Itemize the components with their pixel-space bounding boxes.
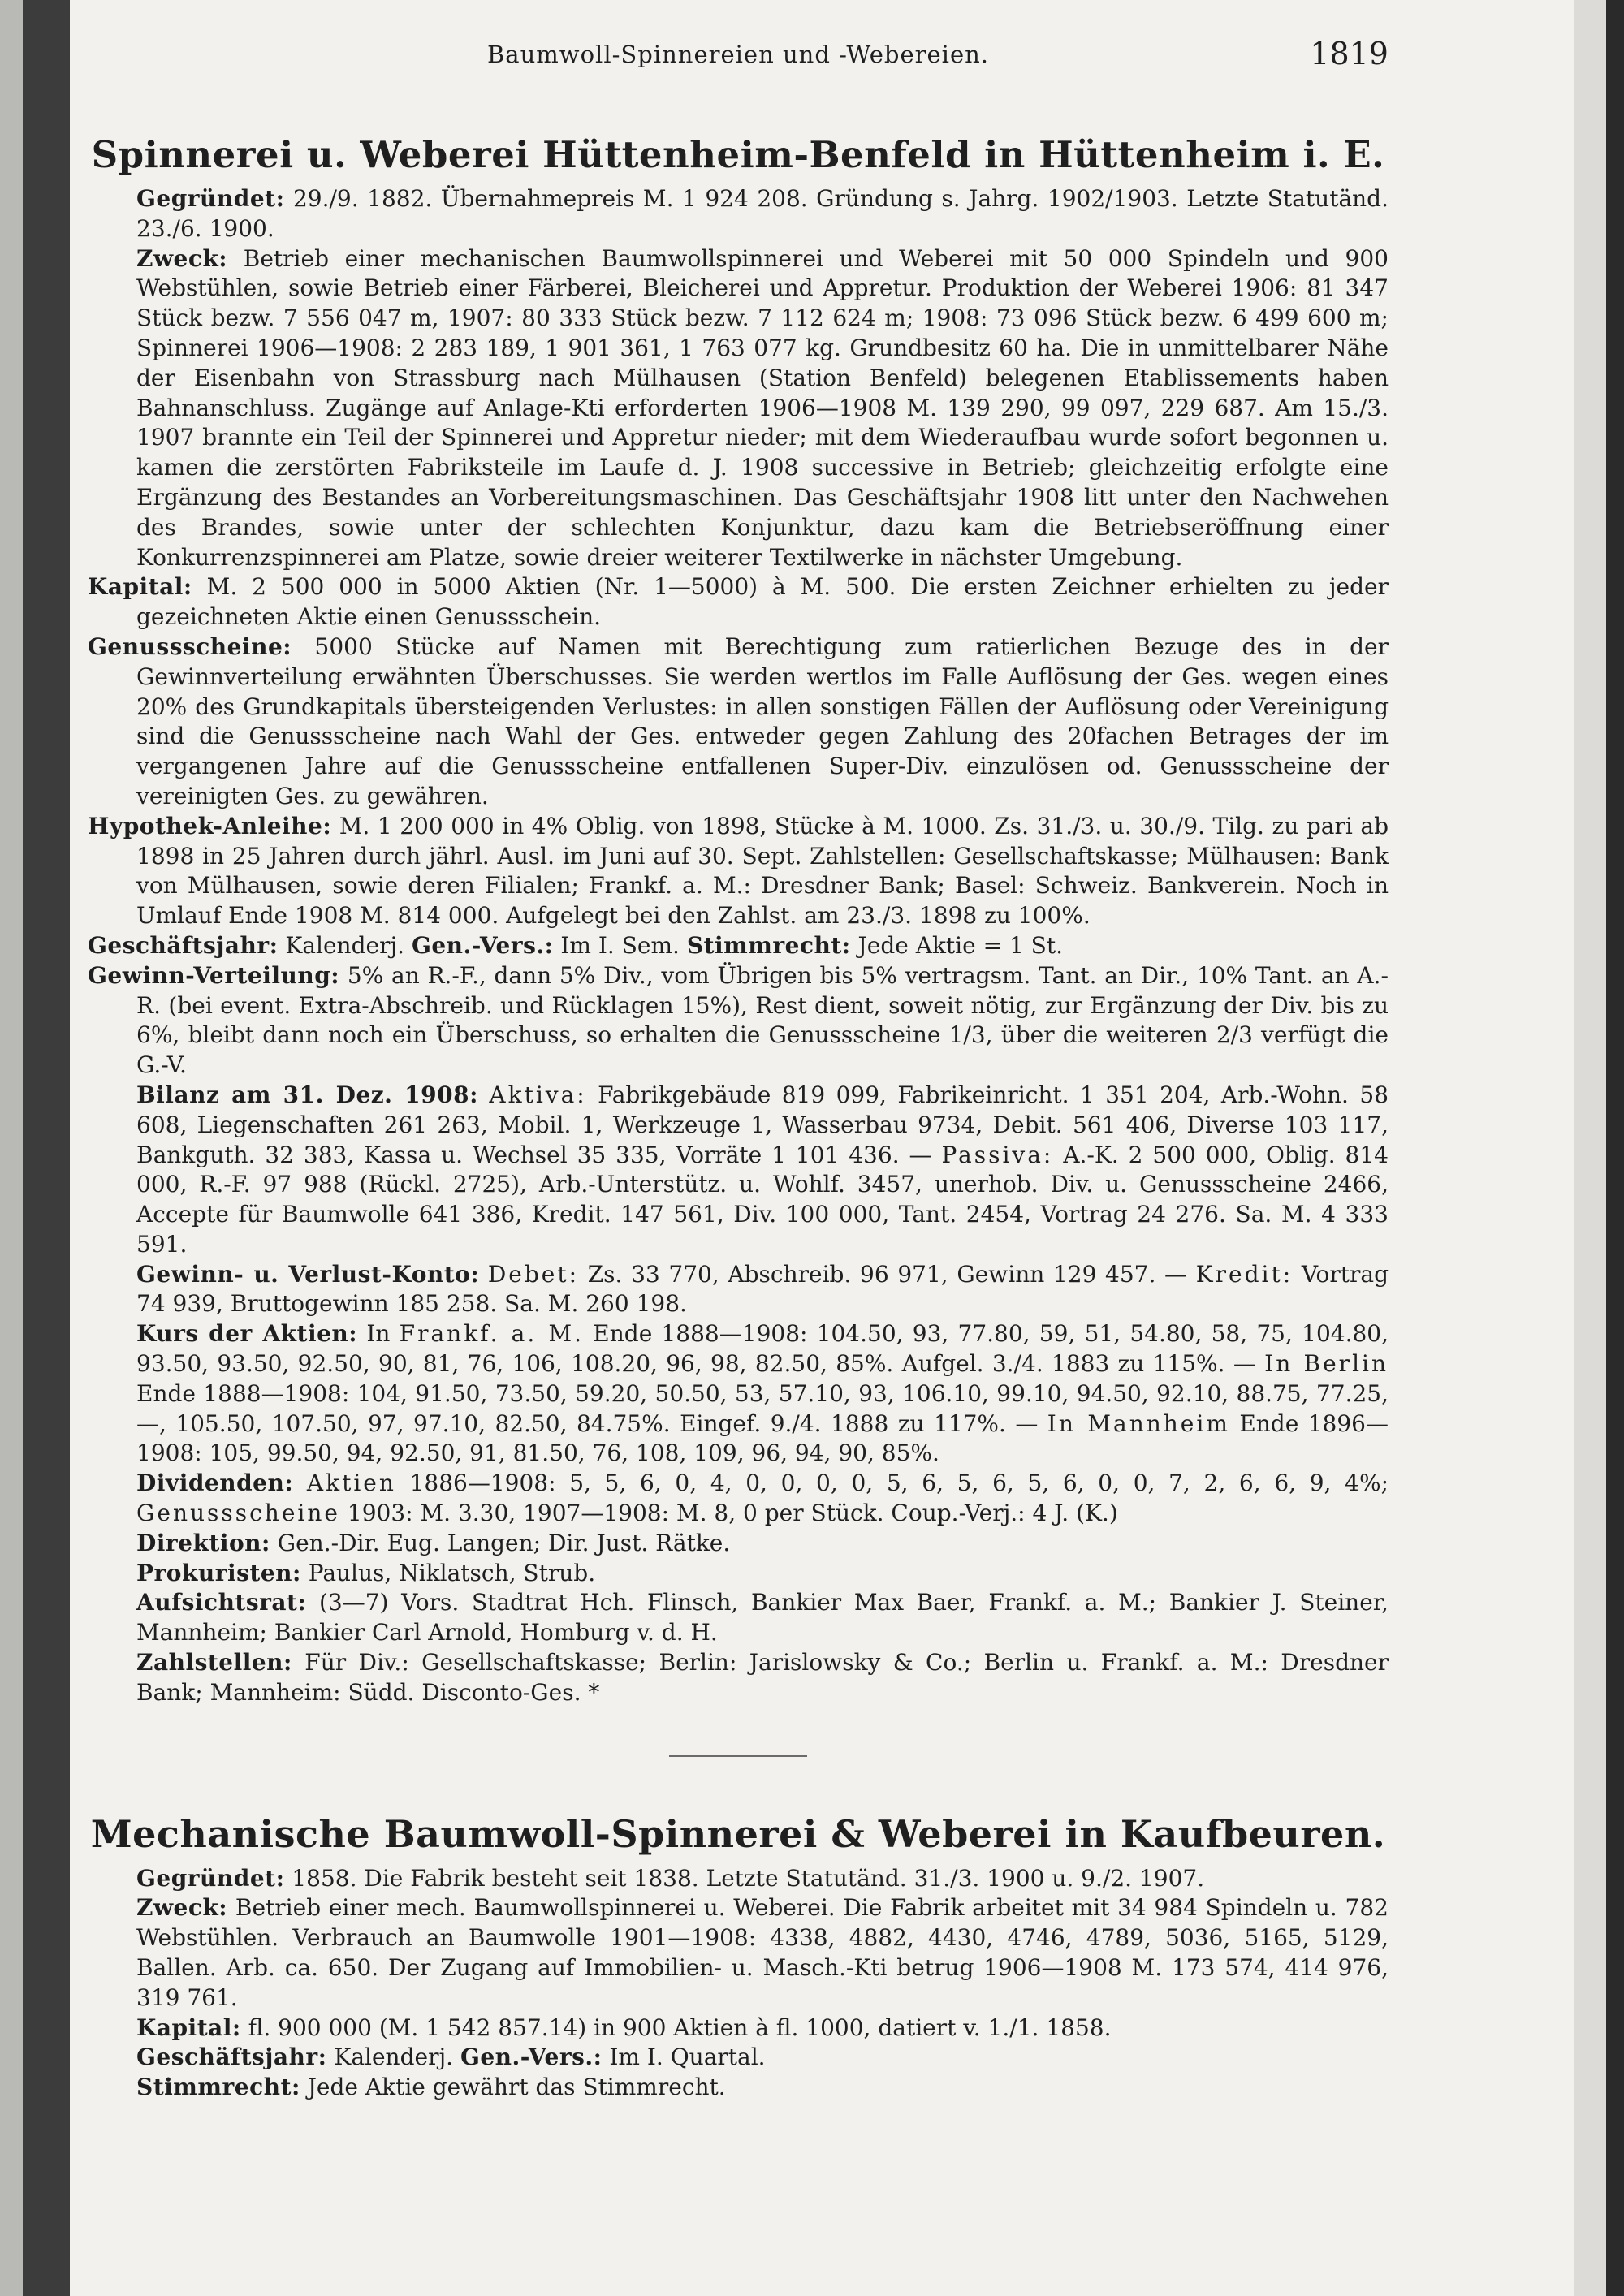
geschaeftsjahr-text: Kalenderj. [334,2044,454,2071]
zweck-label: Zweck: [136,244,228,272]
kurs-paragraph [88,1319,1389,1469]
gewinn-verlust-label: Gewinn- u. Verlust-Konto: [136,1260,480,1288]
page-right-edge [1606,0,1624,2296]
kurs-text-mannheim: Ende 1896—1908: 105, 99.50, 94, 92.50, 91, 81.50, 76, 108, 109, 96, 94, 90, 85%. [136,1409,1389,1467]
kapital-text: M. 2 500 000 in 5000 Aktien (Nr. 1—5000) à M. 500. Die ersten Zeichner erhielten zu jeder gezeichneten Aktie einen Genussschein. [136,573,1389,631]
gegruendet-paragraph [88,1864,1389,1894]
genussscheine-label: Genussscheine: [88,632,292,660]
kurs-label: Kurs der Aktien: [136,1320,358,1348]
geschaeftsjahr-paragraph [88,2043,1389,2073]
aufsichtsrat-label: Aufsichtsrat: [136,1589,307,1616]
page-binding-shadow [23,0,70,2296]
prokuristen-label: Prokuristen: [136,1559,301,1586]
firm-entry-huettenheim [88,184,1389,1708]
direktion-label: Direktion: [136,1529,270,1556]
stimmrecht-text: Jede Aktie gewährt das Stimmrecht. [307,2074,726,2101]
kapital-paragraph [88,2013,1389,2044]
stimmrecht-paragraph [88,2073,1389,2103]
gewinn-verlust-paragraph [88,1260,1389,1320]
gen-vers-label: Gen.-Vers.: [460,2044,603,2071]
dividenden-genuss-word: Genussscheine [136,1500,340,1527]
dividenden-label: Dividenden: [136,1470,294,1497]
zahlstellen-text: Für Div.: Gesellschaftskasse; Berlin: Jarislowsky & Co.; Berlin u. Frankf. a. M.: Dresdner Bank; Mannheim: Südd. Disconto-Ges. * [136,1649,1389,1706]
direktion-text: Gen.-Dir. Eug. Langen; Dir. Just. Rätke. [277,1529,731,1556]
dividenden-paragraph [88,1469,1389,1529]
firm-title-kaufbeuren: Mechanische Baumwoll-Spinnerei & Weberei in Kaufbeuren. [90,1811,1386,1856]
zahlstellen-paragraph [88,1648,1389,1708]
gegruendet-label: Gegründet: [136,185,285,212]
page-binding-edge [0,0,23,2296]
kapital-paragraph [88,572,1389,632]
genussscheine-text: 5000 Stücke auf Namen mit Berechtigung zum ratierlichen Bezuge des in der Gewinnverteilung erwähnten Überschusses. Sie werden wertlos im Falle Auflösung der Ges. wegen eines 20% des Grundkapitals übersteigenden Verlustes: in allen sonstigen Fällen der Auflösung oder Vereinigung sind die Genussscheine nach Wahl der Ges. entweder gegen Zahlung des 20fachen Betrages der im vergangenen Jahre auf die Genussscheine entfallenen Super-Div. einzulösen od. Genussscheine der vereinigten Ges. zu gewähren. [136,632,1389,809]
passiva-word: Passiva: [941,1141,1054,1168]
kredit-word: Kredit: [1195,1260,1294,1288]
gewinn-verteilung-paragraph [88,961,1389,1081]
zweck-label: Zweck: [136,1894,228,1922]
kurs-pre: In [366,1320,391,1348]
zweck-text: Betrieb einer mech. Baumwollspinnerei u. Weberei. Die Fabrik arbeitet mit 34 984 Spindeln u. 782 Webstühlen. Verbrauch an Baumwolle 1901—1908: 4338, 4882, 4430, 4746, 4789, 5036, 5165, 5129, Ballen. Arb. ca. 650. Der Zugang auf Immobilien- u. Masch.-Kti betrug 1906—1908 M. 173 574, 414 976, 319 761. [136,1894,1389,2011]
kurs-mannheim: In Mannheim [1047,1409,1230,1437]
page-number: 1819 [1310,36,1389,71]
kurs-berlin: In Berlin [1264,1350,1389,1378]
geschaeftsjahr-paragraph [88,931,1389,961]
stimmrecht-text: Jede Aktie = 1 St. [857,931,1063,959]
aufsichtsrat-paragraph [88,1588,1389,1648]
gen-vers-text: Im I. Sem. [560,931,680,959]
genussscheine-paragraph [88,632,1389,812]
bilanz-text-passiva: A.-K. 2 500 000, Oblig. 814 000, R.-F. 97 988 (Rückl. 2725), Arb.-Unterstütz. u. Wohlf. 3457, unerhob. Div. u. Genussscheine 2466, Accepte für Baumwolle 641 386, Kredit. 147 561, Div. 100 000, Tant. 2454, Vortrag 24 276. Sa. M. 4 333 591. [136,1141,1389,1258]
page-right-shade [1574,0,1606,2296]
hypothek-paragraph [88,812,1389,931]
gewinn-verteilung-label: Gewinn-Verteilung: [88,961,340,989]
gen-vers-label: Gen.-Vers.: [411,931,554,959]
guv-text-kredit: Vortrag 74 939, Bruttogewinn 185 258. Sa. M. 260 198. [136,1260,1389,1318]
document-page [88,29,1389,2103]
stimmrecht-label: Stimmrecht: [136,2074,300,2101]
gegruendet-label: Gegründet: [136,1864,285,1892]
bilanz-label: Bilanz am 31. Dez. 1908: [136,1081,478,1108]
zweck-text: Betrieb einer mechanischen Baumwollspinnerei und Weberei mit 50 000 Spindeln und 900 Webstühlen, sowie Betrieb einer Färberei, Bleicherei und Appretur. Produktion der Weberei 1906: 81 347 Stück bezw. 7 556 047 m, 1907: 80 333 Stück bezw. 7 112 624 m; 1908: 73 096 Stück bezw. 6 499 600 m; Spinnerei 1906—1908: 2 283 189, 1 901 361, 1 763 077 kg. Grundbesitz 60 ha. Die in unmittelbarer Nähe der Eisenbahn von Strassburg nach Mülhausen (Station Benfeld) belegenen Etablissements haben Bahnanschluss. Zugänge auf Anlage-Kti erforderten 1906—1908 M. 139 290, 99 097, 229 687. Am 15./3. 1907 brannte ein Teil der Spinnerei und Appretur nieder; mit dem Wiederaufbau wurde sofort begonnen u. kamen die zerstörten Fabriksteile im Laufe d. J. 1908 successive in Betrieb; gleichzeitig erfolgte eine Ergänzung des Bestandes an Vorbereitungsmaschinen. Das Geschäftsjahr 1908 litt unter den Nachwehen des Brandes, sowie unter der schlechten Konjunktur, dazu kam die Betriebseröffnung einer Konkurrenzspinnerei am Platze, sowie dreier weiterer Textilwerke in nächster Umgebung. [136,244,1389,571]
aktiva-word: Aktiva: [489,1081,587,1108]
bilanz-text-aktiva: Fabrikgebäude 819 099, Fabrikeinricht. 1 351 204, Arb.-Wohn. 58 608, Liegenschaften 261 263, Mobil. 1, Werkzeuge 1, Wasserbau 9734, Debit. 561 406, Diverse 103 117, Bankguth. 32 383, Kassa u. Wechsel 35 335, Vorräte 1 101 436. — [136,1081,1389,1168]
prokuristen-text: Paulus, Niklatsch, Strub. [308,1559,596,1586]
running-title: Baumwoll-Spinnereien und -Webereien. [486,41,990,68]
firm-title-huettenheim: Spinnerei u. Weberei Hüttenheim-Benfeld in Hüttenheim i. E. [91,133,1385,176]
zweck-paragraph [88,1893,1389,2013]
kurs-text-frankfurt: Ende 1888—1908: 104.50, 93, 77.80, 59, 51, 54.80, 58, 75, 104.80, 93.50, 93.50, 92.50, 90, 81, 76, 106, 108.20, 96, 98, 82.50, 85%. Aufgel. 3./4. 1883 zu 115%. — [136,1320,1389,1378]
kurs-frankfurt: Frankf. a. M. [399,1320,585,1348]
geschaeftsjahr-text: Kalenderj. [285,931,405,959]
gen-vers-text: Im I. Quartal. [609,2044,766,2071]
dividenden-aktien-text: 1886—1908: 5, 5, 6, 0, 4, 0, 0, 0, 0, 5, 6, 5, 6, 5, 6, 0, 0, 7, 2, 6, 6, 9, 4%; [409,1470,1389,1497]
gewinn-verteilung-text: 5% an R.-F., dann 5% Div., vom Übrigen bis 5% vertragsm. Tant. an Dir., 10% Tant. an A.-R. (bei event. Extra-Abschreib. und Rücklagen 15%), Rest dient, soweit nötig, zur Ergänzung der Div. bis zu 6%, bleibt dann noch ein Überschuss, so erhalten die Genussscheine 1/3, über die weiteren 2/3 verfügt die G.-V. [136,961,1389,1079]
zahlstellen-label: Zahlstellen: [136,1649,292,1677]
gegruendet-text: 1858. Die Fabrik besteht seit 1838. Letzte Statutänd. 31./3. 1900 u. 9./2. 1907. [292,1864,1205,1892]
prokuristen-paragraph [88,1559,1389,1589]
firm-entry-kaufbeuren [88,1864,1389,2103]
hypothek-text: M. 1 200 000 in 4% Oblig. von 1898, Stücke à M. 1000. Zs. 31./3. u. 30./9. Tilg. zu pari ab 1898 in 25 Jahren durch jährl. Ausl. im Juni auf 30. Sept. Zahlstellen: Gesellschaftskasse; Mülhausen: Bank von Mülhausen, sowie deren Filialen; Frankf. a. M.: Dresdner Bank; Basel: Schweiz. Bankverein. Noch in Umlauf Ende 1908 M. 814 000. Aufgelegt bei den Zahlst. am 23./3. 1898 zu 100%. [136,812,1389,930]
gegruendet-text: 29./9. 1882. Übernahmepreis M. 1 924 208. Gründung s. Jahrg. 1902/1903. Letzte Statutänd. 23./6. 1900. [136,185,1389,242]
geschaeftsjahr-label: Geschäftsjahr: [136,2044,327,2071]
dividenden-aktien-word: Aktien [306,1470,396,1497]
geschaeftsjahr-label: Geschäftsjahr: [88,931,279,959]
page-header [88,29,1389,78]
gegruendet-paragraph [88,184,1389,244]
guv-text-debet: Zs. 33 770, Abschreib. 96 971, Gewinn 129 457. — [587,1260,1188,1288]
kapital-label: Kapital: [88,573,192,601]
zweck-paragraph [88,244,1389,573]
direktion-paragraph [88,1529,1389,1559]
bilanz-paragraph [88,1081,1389,1260]
kapital-label: Kapital: [136,2013,241,2041]
section-separator [669,1755,807,1757]
dividenden-genuss-text: 1903: M. 3.30, 1907—1908: M. 8, 0 per Stück. Coup.-Verj.: 4 J. (K.) [347,1500,1118,1527]
debet-word: Debet: [487,1260,580,1288]
stimmrecht-label: Stimmrecht: [686,931,851,959]
hypothek-label: Hypothek-Anleihe: [88,812,332,839]
kurs-text-berlin: Ende 1888—1908: 104, 91.50, 73.50, 59.20, 50.50, 53, 57.10, 93, 106.10, 99.10, 94.50, 92.10, 88.75, 77.25, —, 105.50, 107.50, 97, 97.10, 82.50, 84.75%. Eingef. 9./4. 1888 zu 117%. — [136,1379,1389,1437]
kapital-text: fl. 900 000 (M. 1 542 857.14) in 900 Aktien à fl. 1000, datiert v. 1./1. 1858. [248,2013,1112,2041]
aufsichtsrat-text: (3—7) Vors. Stadtrat Hch. Flinsch, Bankier Max Baer, Frankf. a. M.; Bankier J. Steiner, Mannheim; Bankier Carl Arnold, Homburg v. d. H. [136,1589,1389,1646]
